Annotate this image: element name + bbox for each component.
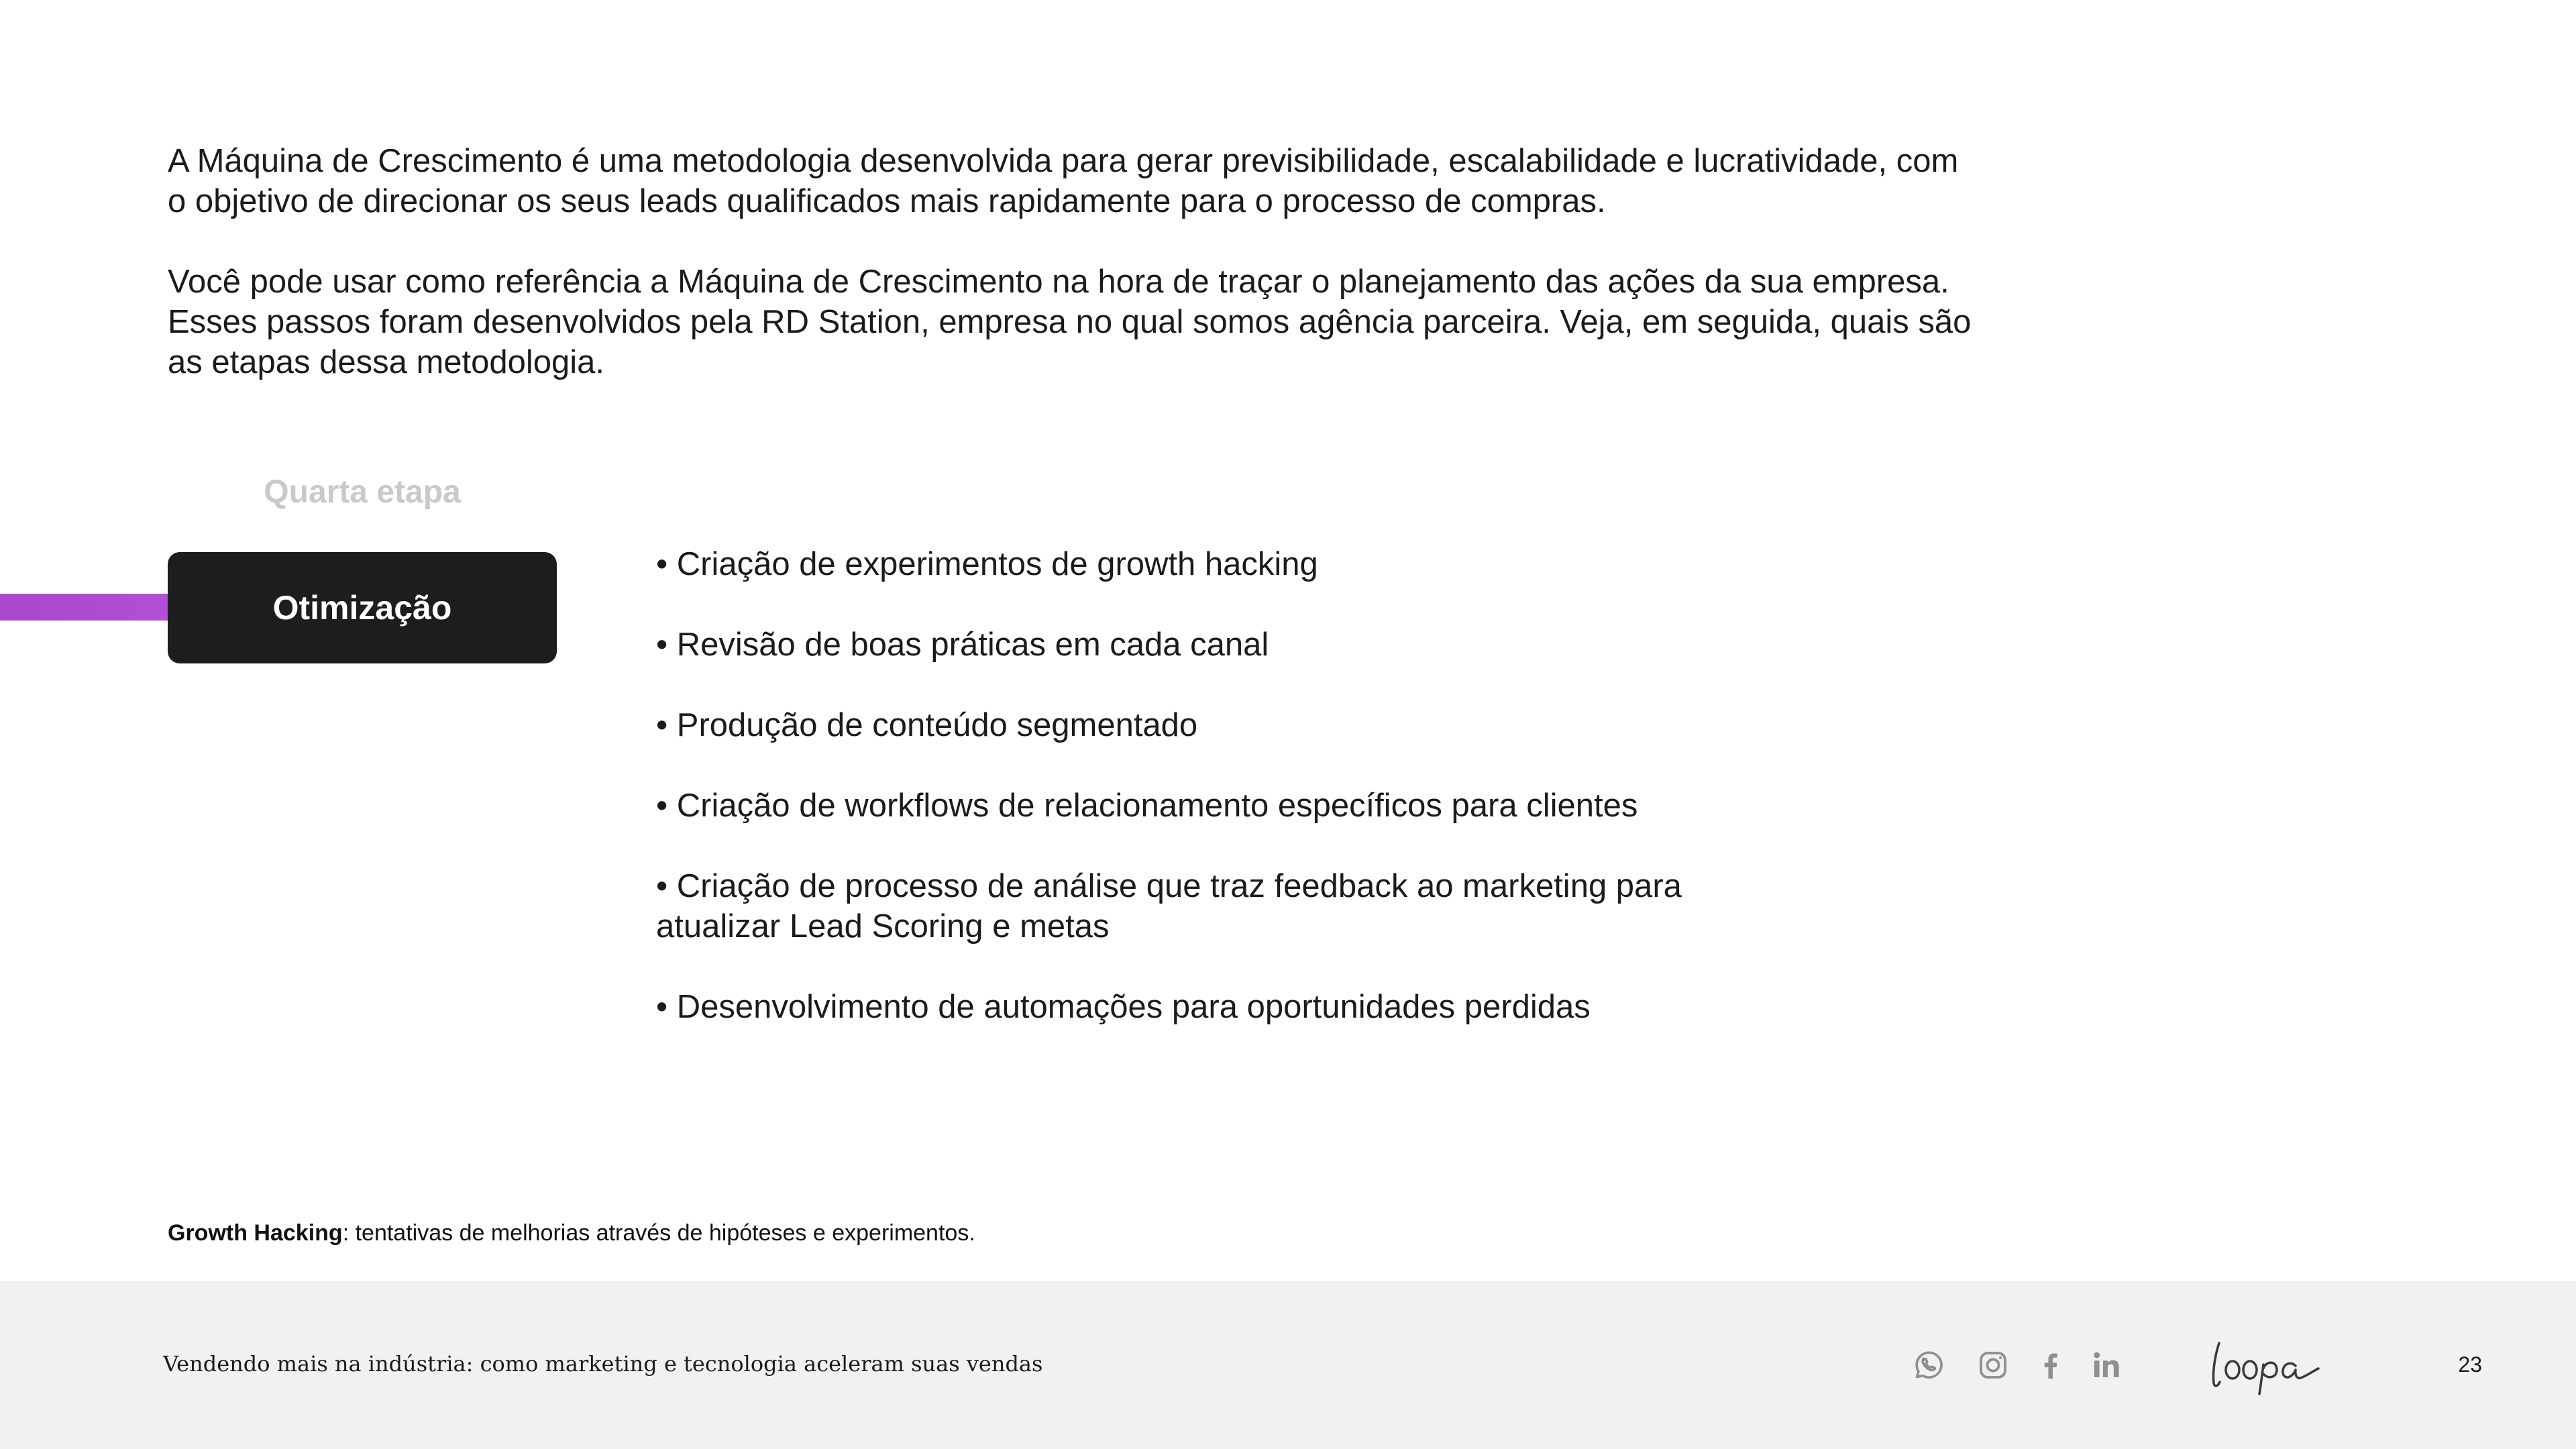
step-bullet-list	[656, 544, 1796, 1067]
instagram-icon[interactable]	[1975, 1347, 2011, 1383]
intro-text	[168, 141, 1979, 423]
linkedin-icon[interactable]	[2089, 1347, 2125, 1383]
whatsapp-icon[interactable]	[1911, 1347, 1947, 1383]
list-item: • Desenvolvimento de automações para oportunidades perdidas	[656, 989, 1591, 1025]
intro-paragraph-1: A Máquina de Crescimento é uma metodologia desenvolvida para gerar previsibilidade, escalabilidade e lucratividade, com o objetivo de direcionar os seus leads qualificados mais rapidamente para o processo de compras.	[168, 143, 1959, 219]
loopa-logo	[2207, 1335, 2321, 1395]
list-item: • Criação de workflows de relacionamento específicos para clientes	[656, 788, 1638, 824]
step-label: Quarta etapa	[264, 474, 461, 510]
facebook-icon[interactable]	[2033, 1347, 2069, 1383]
accent-bar	[0, 594, 181, 621]
footer	[0, 1281, 2576, 1449]
footer-title: Vendendo mais na indústria: como marketing e tecnologia aceleram suas vendas	[163, 1351, 1043, 1377]
list-item: • Criação de processo de análise que traz feedback ao marketing para atualizar Lead Scoring e metas	[656, 868, 1682, 945]
intro-paragraph-2: Você pode usar como referência a Máquina de Crescimento na hora de traçar o planejamento das ações da sua empresa. Esses passos foram desenvolvidos pela RD Station, empresa no qual somos agência parceira. Veja, em seguida, quais são as etapas dessa metodologia.	[168, 264, 1972, 380]
list-item: • Revisão de boas práticas em cada canal	[656, 627, 1269, 663]
footnote-term: Growth Hacking	[168, 1220, 343, 1246]
list-item: • Produção de conteúdo segmentado	[656, 707, 1198, 743]
footnote	[168, 1218, 975, 1248]
list-item: • Criação de experimentos de growth hacking	[656, 546, 1318, 582]
step-name: Otimização	[272, 589, 452, 627]
step-box	[168, 552, 557, 663]
page-number: 23	[2458, 1352, 2482, 1377]
footnote-definition: : tentativas de melhorias através de hipóteses e experimentos.	[342, 1220, 975, 1246]
